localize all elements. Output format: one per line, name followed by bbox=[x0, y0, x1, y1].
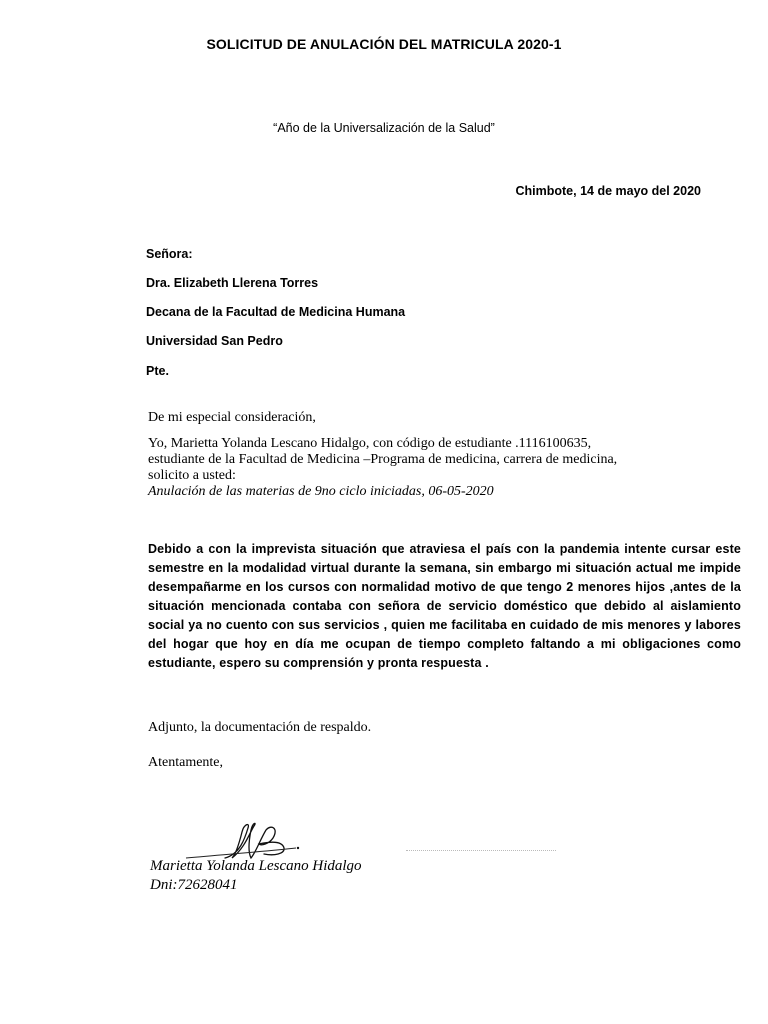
request-line-2: estudiante de la Facultad de Medicina –Programa de medicina, carrera de medicina, bbox=[148, 452, 618, 467]
request-block bbox=[148, 436, 738, 500]
recipient-position: Decana de la Facultad de Medicina Humana bbox=[146, 305, 406, 319]
signature-name: Marietta Yolanda Lescano Hidalgo bbox=[150, 858, 362, 874]
recipient-abbrev: Pte. bbox=[146, 364, 169, 378]
request-subject: Anulación de las materias de 9no ciclo iniciadas, 06-05-2020 bbox=[148, 484, 494, 499]
year-motto: “Año de la Universalización de la Salud” bbox=[273, 121, 495, 135]
recipient-institution: Universidad San Pedro bbox=[146, 334, 283, 348]
greeting: De mi especial consideración, bbox=[148, 410, 316, 425]
signature-dni: Dni:72628041 bbox=[150, 877, 238, 893]
request-line-1: Yo, Marietta Yolanda Lescano Hidalgo, con código de estudiante .1116100635, bbox=[148, 436, 592, 451]
attachment-note: Adjunto, la documentación de respaldo. bbox=[148, 720, 372, 735]
recipient-salutation: Señora: bbox=[146, 247, 193, 261]
place-date: Chimbote, 14 de mayo del 2020 bbox=[515, 184, 701, 198]
closing: Atentamente, bbox=[148, 755, 224, 770]
request-line-3: solicito a usted: bbox=[148, 468, 236, 483]
document-title: SOLICITUD DE ANULACIÓN DEL MATRICULA 2020-1 bbox=[206, 36, 562, 52]
signature-line bbox=[406, 850, 556, 851]
recipient-name: Dra. Elizabeth Llerena Torres bbox=[146, 276, 319, 290]
body-paragraph: Debido a con la imprevista situación que atraviesa el país con la pandemia intente cursar este semestre en la modalidad virtual durante la semana, sin embargo mi situación actual me impide desempañarme en los cursos con normalidad motivo de que tengo 2 menores hijos ,antes de la situación mencionada contaba con señora de servicio doméstico que debido al aislamiento social ya no cuento con sus servicios , quien me facilitaba en cuidado de mis menores y labores del hogar que hoy en día me ocupan de tiempo completo faltando a mi obligaciones como estudiante, espero su comprensión y pronta respuesta . bbox=[148, 542, 741, 670]
